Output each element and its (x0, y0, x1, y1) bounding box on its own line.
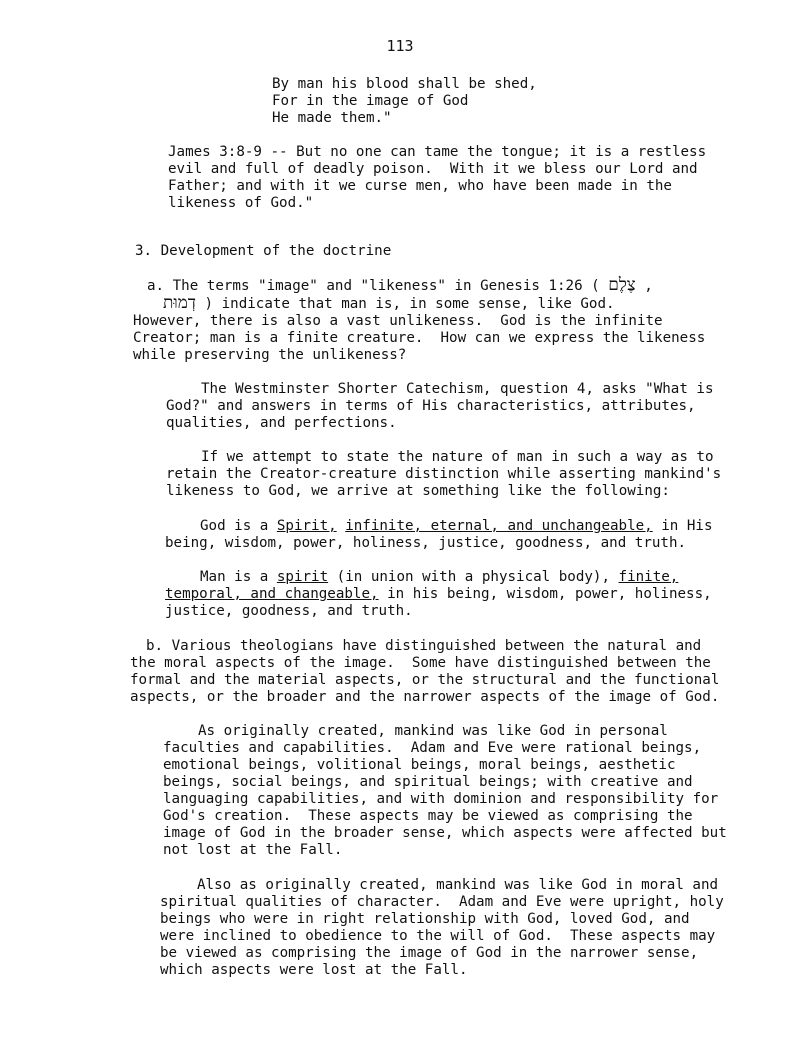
paragraph-line: The Westminster Shorter Catechism, question 4, asks "What is (201, 381, 714, 397)
underlined-attributes: infinite, eternal, and unchangeable, (345, 518, 653, 534)
text-run (337, 518, 346, 534)
quote-line: James 3:8-9 -- But no one can tame the tongue; it is a restless (168, 144, 707, 160)
genesis-quote (272, 76, 537, 127)
paragraph-line: likeness to God, we arrive at something like the following: (166, 483, 670, 499)
man-statement (165, 569, 712, 620)
hebrew-tselem: צֶלֶם (608, 275, 636, 295)
paragraph-line: justice, goodness, and truth. (165, 603, 413, 619)
text-run: in his being, wisdom, power, holiness, (378, 586, 712, 602)
text-run: (in union with a physical body), (328, 569, 619, 585)
text-run: a. The terms "image" and "likeness" in Genesis 1:26 ( (147, 278, 609, 294)
underlined-spirit: spirit (276, 569, 329, 585)
text-run: , (635, 278, 653, 294)
paragraph-line: qualities, and perfections. (166, 415, 397, 431)
paragraph-line: be viewed as comprising the image of God in the narrower sense, (160, 945, 699, 961)
paragraph-line: faculties and capabilities. Adam and Eve were rational beings, (163, 740, 702, 756)
text-run: Man is a (200, 569, 277, 585)
god-statement (165, 518, 713, 552)
text-run: God is a (200, 518, 277, 534)
paragraph-a (133, 277, 705, 364)
quote-line: He made them." (272, 110, 392, 126)
paragraph-a-line2 (133, 295, 705, 313)
paragraph-line: emotional beings, volitional beings, moral beings, aesthetic (163, 757, 676, 773)
paragraph-line: spiritual qualities of character. Adam and Eve were upright, holy (160, 894, 724, 910)
paragraph-line: b. Various theologians have distinguished between the natural and (146, 638, 702, 654)
quote-line: evil and full of deadly poison. With it we bless our Lord and (168, 161, 698, 177)
paragraph-line: not lost at the Fall. (163, 842, 343, 858)
paragraph-line: were inclined to obedience to the will of God. These aspects may (160, 928, 716, 944)
paragraph-line: beings, social beings, and spiritual beings; with creative and (163, 774, 693, 790)
paragraph-line: being, wisdom, power, holiness, justice, goodness, and truth. (165, 535, 687, 551)
paragraph-line: beings who were in right relationship with God, loved God, and (160, 911, 690, 927)
man-statement-line2 (165, 586, 712, 603)
paragraph-line: aspects, or the broader and the narrower aspects of the image of God. (130, 689, 720, 705)
section-heading: 3. Development of the doctrine (135, 243, 392, 259)
text-run: in His (652, 518, 713, 534)
paragraph-line: retain the Creator-creature distinction while asserting mankind's (166, 466, 722, 482)
paragraph-line: while preserving the unlikeness? (133, 347, 407, 363)
quote-line: likeness of God." (168, 195, 314, 211)
paragraph-line: God?" and answers in terms of His characteristics, attributes, (166, 398, 696, 414)
paragraph-line: Creator; man is a finite creature. How can we express the likeness (133, 330, 706, 346)
page-number: 113 (386, 37, 414, 55)
text-run: ) indicate that man is, in some sense, like God. (195, 296, 615, 312)
paragraph-line: the moral aspects of the image. Some have distinguished between the (130, 655, 711, 671)
paragraph-a-line1 (133, 277, 705, 295)
paragraph-line: which aspects were lost at the Fall. (160, 962, 468, 978)
paragraph-also (160, 877, 724, 979)
underlined-finite: finite, (618, 569, 679, 585)
paragraph-b (130, 638, 719, 706)
quote-line: For in the image of God (272, 93, 469, 109)
man-statement-line1 (165, 569, 712, 586)
quote-line: By man his blood shall be shed, (272, 76, 537, 92)
hebrew-demuth: דְמוּת (163, 293, 196, 313)
paragraph-line: formal and the material aspects, or the structural and the functional (130, 672, 720, 688)
paragraph-line: Also as originally created, mankind was like God in moral and (197, 877, 719, 893)
paragraph-line: As originally created, mankind was like God in personal (198, 723, 668, 739)
quote-line: Father; and with it we curse men, who have been made in the (168, 178, 672, 194)
paragraph-line: image of God in the broader sense, which aspects were affected but (163, 825, 727, 841)
paragraph-originally (163, 723, 727, 859)
paragraph-line: If we attempt to state the nature of man in such a way as to (201, 449, 714, 465)
paragraph-line: God's creation. These aspects may be viewed as comprising the (163, 808, 693, 824)
paragraph-catechism (166, 381, 714, 432)
paragraph-line: However, there is also a vast unlikeness. God is the infinite (133, 313, 663, 329)
god-statement-line1 (165, 518, 713, 535)
underlined-spirit: Spirit, (276, 518, 337, 534)
paragraph-attempt (166, 449, 721, 500)
paragraph-line: languaging capabilities, and with dominion and responsibility for (163, 791, 719, 807)
underlined-attributes: temporal, and changeable, (165, 586, 379, 602)
james-quote (168, 144, 706, 212)
